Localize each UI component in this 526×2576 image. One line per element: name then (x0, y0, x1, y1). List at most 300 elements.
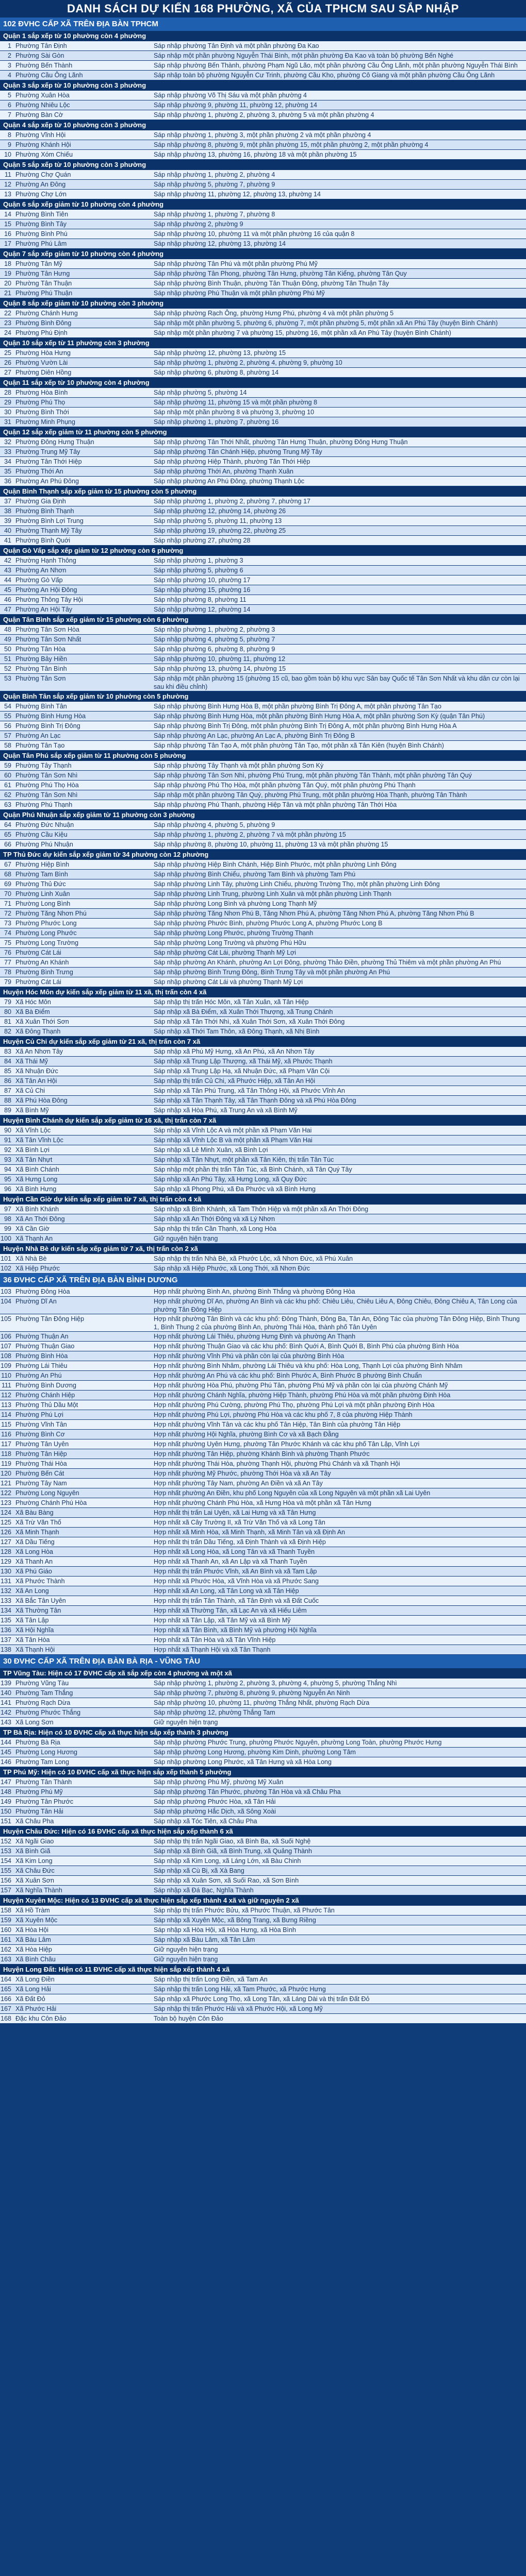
unit-name: Xã Bình Chánh (15, 1166, 59, 1173)
row-number: 133 (1, 1597, 11, 1604)
unit-name: Phường Đông Hòa (15, 1288, 70, 1295)
table-row (0, 437, 526, 447)
row-number: 16 (4, 230, 11, 238)
table-row (0, 1057, 526, 1066)
row-number: 100 (1, 1235, 11, 1242)
merge-description: Sáp nhập một phần phường Tân Quý, phường Phú Trung, một phần phường Hòa Thạnh, phường Tân Thành (154, 791, 467, 799)
row-number: 50 (4, 646, 11, 653)
unit-name: Phường Bình Lợi Trung (15, 517, 84, 524)
row-number: 71 (4, 900, 11, 907)
table-row (0, 1518, 526, 1528)
merge-description: Hợp nhất xã Thường Tân, xã Lạc An và xã Hiếu Liêm (154, 1607, 307, 1614)
merge-description: Sáp nhập phường Phú Thọ Hòa, một phần phường Tân Quý, một phần phường Phú Thạnh (154, 782, 416, 789)
table-row (0, 140, 526, 150)
row-number: 23 (4, 319, 11, 327)
row-number: 124 (1, 1509, 11, 1516)
merge-description: Sáp nhập xã Hòa Hội, xã Hòa Hưng, xã Hòa Bình (154, 1926, 296, 1934)
row-number: 166 (1, 1995, 11, 2003)
unit-name: Phường An Nhơn (15, 567, 67, 574)
row-number: 157 (1, 1887, 11, 1894)
table-row (0, 170, 526, 180)
row-number: 112 (1, 1392, 11, 1399)
merge-description: Sáp nhập xã Phước Long Thọ, xã Long Tân, xã Láng Dài và thị trấn Đất Đỏ (154, 1995, 370, 2003)
unit-name: Phường Vĩnh Tân (15, 1421, 67, 1428)
row-number: 41 (4, 537, 11, 544)
merge-description: Sáp nhập phường Phước Trung, phường Phước Nguyên, phường Long Toàn, phường Phước Hưng (154, 1739, 442, 1746)
row-number: 140 (1, 1689, 11, 1697)
table-row (0, 1846, 526, 1856)
unit-name: Xã Trừ Văn Thố (15, 1519, 61, 1526)
group-title: TP Bà Rịa: Hiện có 10 ĐVHC cấp xã thực hiện sắp xếp thành 3 phường (0, 1727, 526, 1738)
merge-description: Sáp nhập thị trấn Long Điền, xã Tam An (154, 1976, 268, 1983)
merge-description: Hợp nhất xã Tân Hòa và xã Tân Vĩnh Hiệp (154, 1636, 276, 1643)
table-row (0, 1635, 526, 1645)
merge-description: Sáp nhập phường Tân Tạo A, một phần phường Tân Tạo, một phần xã Tân Kiên (huyện Bình Chánh) (154, 742, 444, 749)
unit-name: Phường Bà Rịa (15, 1739, 60, 1746)
unit-name: Xã An Long (15, 1587, 49, 1595)
unit-name: Phường Tân Hiệp (15, 1450, 67, 1458)
table-row (0, 41, 526, 51)
row-number: 24 (4, 329, 11, 336)
group-title: Quận 3 sắp xếp từ 10 phường còn 3 phường (0, 80, 526, 91)
merge-description: Sáp nhập xã Tân Thạnh Tây, xã Tân Thạnh Đông và xã Phú Hòa Đông (154, 1097, 356, 1104)
row-number: 36 (4, 478, 11, 485)
table-row (0, 1066, 526, 1076)
unit-name: Xã Xuân Thới Sơn (15, 1018, 69, 1025)
table-row (0, 771, 526, 781)
row-number: 96 (4, 1185, 11, 1193)
unit-name: Phường Bình Cơ (15, 1431, 65, 1438)
unit-name: Phường Phú Mỹ (15, 1788, 63, 1795)
row-number: 29 (4, 399, 11, 406)
table-row (0, 1214, 526, 1224)
unit-name: Xã Đất Đỏ (15, 1995, 45, 2003)
unit-name: Phường An Lạc (15, 732, 61, 739)
merge-description: Sáp nhập phường 12, phường 13, phường 14 (154, 240, 286, 247)
table-row (0, 1126, 526, 1136)
unit-name: Xã Tân Hòa (15, 1636, 50, 1643)
table-row (0, 417, 526, 427)
unit-name: Phường Bình Phú (15, 230, 68, 238)
merge-description: Giữ nguyên hiện trạng (154, 1235, 218, 1242)
merge-description: Hợp nhất thị trấn Tân Thành, xã Tân Định và xã Đất Cuốc (154, 1597, 319, 1604)
table-row (0, 289, 526, 298)
merge-description: Hợp nhất phường Vĩnh Tân và các khu phố Tân Hiệp, Tân Bình của phường Tân Hiệp (154, 1421, 401, 1428)
table-row (0, 889, 526, 899)
group-title: Huyện Xuyên Mộc: Hiện có 13 ĐVHC cấp xã thực hiện sắp xếp thành 4 xã và giữ nguyên 2 xã (0, 1895, 526, 1906)
unit-name: Phường Tây Thạnh (15, 762, 72, 769)
table-row (0, 1985, 526, 1994)
table-row (0, 1297, 526, 1314)
merge-description: Sáp nhập phường 1, phường 2, phường 3, phường 4, phường 5, phường Thắng Nhì (154, 1680, 397, 1687)
unit-name: Phường Lái Thiêu (15, 1362, 68, 1369)
unit-name: Phường Bình Trị Đông (15, 722, 80, 730)
unit-name: Phường Long Trường (15, 939, 79, 946)
table-row (0, 721, 526, 731)
unit-name: Phường Dĩ An (15, 1298, 57, 1305)
table-row (0, 635, 526, 645)
row-number: 30 (4, 409, 11, 416)
row-number: 151 (1, 1818, 11, 1825)
merge-description: Hợp nhất phường Lái Thiêu, phường Hưng Định và phường An Thạnh (154, 1333, 356, 1340)
unit-name: Xã Bình Hưng (15, 1185, 57, 1193)
row-number: 156 (1, 1877, 11, 1884)
table-row (0, 860, 526, 870)
unit-name: Phường Trung Mỹ Tây (15, 448, 80, 455)
unit-name: Phường Phú Lợi (15, 1411, 63, 1418)
merge-description: Hợp nhất phường Tây Nam, phường An Điền và xã An Tây (154, 1480, 323, 1487)
merge-description: Sáp nhập xã Tóc Tiên, xã Châu Pha (154, 1818, 257, 1825)
merge-description: Sáp nhập phường 8, phường 10, phường 11, phường 13 và một phần phường 15 (154, 841, 388, 848)
table-row (0, 1807, 526, 1817)
merge-description: Sáp nhập một phần phường 8 và phường 3, phường 10 (154, 409, 315, 416)
unit-name: Phường Bình Tây (15, 221, 67, 228)
merge-description: Sáp nhập phường 4, phường 5, phường 9 (154, 821, 275, 828)
unit-name: Phường Phú Định (15, 329, 68, 336)
unit-name: Phường Hòa Hưng (15, 349, 71, 357)
merge-description: Hợp nhất phường An Phú và các khu phố: Bình Phước A, Bình Phước B phường Bình Chuẩn (154, 1372, 422, 1379)
row-number: 35 (4, 468, 11, 475)
table-row (0, 1586, 526, 1596)
table-row (0, 830, 526, 840)
merge-description: Sáp nhập xã Phong Phú, xã Đa Phước và xã Bình Hưng (154, 1185, 316, 1193)
group-title: Huyện Hóc Môn dự kiến sắp xếp giảm từ 11 xã, thị trấn còn 4 xã (0, 987, 526, 997)
unit-name: Phường Tân Phước (15, 1798, 74, 1805)
unit-name: Phường Tam Long (15, 1758, 69, 1766)
merge-description: Sáp nhập phường 12, phường Thắng Tam (154, 1709, 275, 1716)
section-title: 36 ĐVHC CẤP XÃ TRÊN ĐỊA BÀN BÌNH DƯƠNG (0, 1274, 526, 1287)
merge-description: Sáp nhập phường Tân Sơn Nhì, phường Phú Trung, một phần phường Tân Thành, một phần phường Tân Quý (154, 772, 472, 779)
table-row (0, 1371, 526, 1381)
unit-name: Xã Long Hòa (15, 1548, 53, 1555)
page-title: DANH SÁCH DỰ KIẾN 168 PHƯỜNG, XÃ CỦA TPHCM SAU SẮP NHẬP (0, 0, 526, 18)
table-row (0, 1106, 526, 1115)
row-number: 52 (4, 665, 11, 672)
row-number: 63 (4, 801, 11, 808)
row-number: 111 (1, 1382, 11, 1389)
row-number: 11 (5, 171, 11, 178)
group-title: Huyện Cần Giờ dự kiến sắp xếp giảm từ 7 xã, thị trấn còn 4 xã (0, 1194, 526, 1205)
row-number: 165 (1, 1986, 11, 1993)
unit-name: Xã Bàu Bàng (15, 1509, 54, 1516)
unit-name: Phường Tân Bình (15, 665, 67, 672)
merge-description: Hợp nhất phường Hội Nghĩa, phường Bình Cơ và xã Bạch Đằng (154, 1431, 339, 1438)
row-number: 103 (1, 1288, 11, 1295)
merge-description: Sáp nhập phường Bình Trưng Đông, Bình Trưng Tây và một phần phường An Phú (154, 969, 390, 976)
row-number: 149 (1, 1798, 11, 1805)
unit-name: Phường Tân Thuận (15, 280, 72, 287)
unit-name: Xã Ngãi Giao (15, 1838, 54, 1845)
unit-name: Phường Bình Thạnh (15, 507, 74, 515)
group-title: Huyện Châu Đức: Hiện có 16 ĐVHC cấp xã thực hiện sắp xếp thành 6 xã (0, 1826, 526, 1837)
unit-name: Phường Tân Định (15, 42, 67, 49)
merge-description: Sáp nhập thị trấn Củ Chi, xã Phước Hiệp, xã Tân An Hội (154, 1077, 316, 1084)
table-row (0, 190, 526, 199)
table-row (0, 328, 526, 338)
merge-description: Sáp nhập xã An Thới Đông và xã Lý Nhơn (154, 1215, 275, 1223)
group-title: Quận Bình Tân sắp xếp giảm từ 10 phường còn 5 phường (0, 691, 526, 702)
merge-description: Sáp nhập phường 5, phường 14 (154, 389, 247, 396)
table-row (0, 1096, 526, 1106)
merge-description: Sáp nhập phường Tân Phong, phường Tân Hưng, phường Tân Kiểng, phường Tân Quy (154, 270, 407, 277)
row-number: 56 (4, 722, 11, 730)
table-row (0, 1837, 526, 1846)
row-number: 18 (4, 260, 11, 267)
merge-description: Sáp nhập phường Bình Thuận, phường Tân Thuận Đông, phường Tân Thuận Tây (154, 280, 389, 287)
row-number: 155 (1, 1867, 11, 1874)
table-row (0, 909, 526, 919)
table-row (0, 1136, 526, 1145)
table-row (0, 1748, 526, 1757)
table-row (0, 318, 526, 328)
unit-name: Xã Bắc Tân Uyên (15, 1597, 66, 1604)
row-number: 116 (1, 1431, 11, 1438)
row-number: 114 (1, 1411, 11, 1418)
table-row (0, 130, 526, 140)
table-row (0, 477, 526, 486)
merge-description: Sáp nhập xã Cù Bị, xã Xà Bang (154, 1867, 244, 1874)
row-number: 73 (4, 920, 11, 927)
unit-name: Phường Phú Lâm (15, 240, 67, 247)
row-number: 97 (4, 1206, 11, 1213)
table-row (0, 1945, 526, 1955)
unit-name: Phường Tam Thắng (15, 1689, 73, 1697)
merge-description: Sáp nhập thị trấn Hóc Môn, xã Tân Xuân, xã Tân Hiệp (154, 998, 309, 1006)
table-row (0, 585, 526, 595)
row-number: 126 (1, 1529, 11, 1536)
merge-description: Sáp nhập phường 13, phường 14, phường 15 (154, 665, 286, 672)
row-number: 131 (1, 1578, 11, 1585)
row-number: 70 (4, 890, 11, 897)
unit-name: Phường Tân Thành (15, 1778, 72, 1786)
unit-name: Phường Phú Thọ Hòa (15, 782, 79, 789)
unit-name: Phường Tân Hải (15, 1808, 63, 1815)
table-row (0, 259, 526, 269)
merge-description: Sáp nhập xã Hiệp Phước, xã Long Thới, xã Nhơn Đức (154, 1265, 310, 1272)
merge-description: Hợp nhất phường Chánh Nghĩa, phường Hiệp Thành, phường Phú Hòa và một phần phường Định Hòa (154, 1392, 451, 1399)
row-number: 10 (4, 151, 11, 158)
merge-description: Sáp nhập phường 2, phường 9 (154, 221, 243, 228)
row-number: 167 (1, 2005, 11, 2012)
table-row (0, 654, 526, 664)
table-row (0, 664, 526, 674)
unit-name: Phường Tân Sơn Hòa (15, 626, 79, 633)
table-row (0, 1391, 526, 1400)
row-number: 61 (4, 782, 11, 789)
table-row (0, 1224, 526, 1234)
table-row (0, 595, 526, 605)
group-title: Huyện Bình Chánh dự kiến sắp xếp giảm từ 16 xã, thị trấn còn 7 xã (0, 1115, 526, 1126)
table-row (0, 800, 526, 810)
row-number: 77 (4, 959, 11, 966)
row-number: 28 (4, 389, 11, 396)
row-number: 32 (4, 438, 11, 446)
merge-description: Sáp nhập một phần phường 15 (phường 15 cũ, bao gồm toàn bộ khu vực Sân bay Quốc tế Tân Sơn Nhất và khu dân cư còn lại sau khi điều chỉnh) (154, 675, 520, 690)
merge-description: Hợp nhất phường Bình Nhâm, phường Lái Thiêu và khu phố: Hòa Long, Thạnh Lợi của phường Bình Nhâm (154, 1362, 463, 1369)
row-number: 60 (4, 772, 11, 779)
table-row (0, 625, 526, 635)
merge-description: Toàn bộ huyện Côn Đảo (154, 2015, 223, 2022)
row-number: 137 (1, 1636, 11, 1643)
merge-description: Giữ nguyên hiện trạng (154, 1719, 218, 1726)
table-row (0, 919, 526, 928)
table-row (0, 1420, 526, 1430)
table-row (0, 1817, 526, 1826)
unit-name: Xã Hóc Môn (15, 998, 51, 1006)
merge-description: Sáp nhập xã Tân Thới Nhì, xã Xuân Thới Sơn, xã Xuân Thới Đông (154, 1018, 345, 1025)
merge-description: Sáp nhập xã Tân Nhựt, một phần xã Tân Kiên, thị trấn Tân Túc (154, 1156, 334, 1163)
row-number: 38 (4, 507, 11, 515)
unit-name: Xã Thanh An (15, 1558, 53, 1565)
section-title: 30 ĐVHC CẤP XÃ TRÊN ĐỊA BÀN BÀ RỊA - VŨNG TÀU (0, 1655, 526, 1668)
table-row (0, 358, 526, 368)
merge-description: Sáp nhập phường 12, phường 13, phường 15 (154, 349, 286, 357)
unit-name: Phường Diên Hồng (15, 369, 72, 376)
table-row (0, 180, 526, 190)
unit-name: Phường Đức Nhuận (15, 821, 74, 828)
unit-name: Xã Long Sơn (15, 1719, 54, 1726)
row-number: 1 (8, 42, 11, 49)
unit-name: Phường Cầu Kiệu (15, 831, 68, 838)
table-row (0, 1528, 526, 1537)
unit-name: Xã Châu Pha (15, 1818, 54, 1825)
merge-description: Sáp nhập phường Bình Trị Đông, một phần phường Bình Trị Đông A, một phần phường Bình Hưng Hòa A (154, 722, 457, 730)
merge-description: Hợp nhất xã Thạnh Hội và xã Tân Thạnh (154, 1646, 271, 1653)
unit-name: Phường Phước Thắng (15, 1709, 81, 1716)
row-number: 33 (4, 448, 11, 455)
unit-name: Xã An Nhơn Tây (15, 1048, 63, 1055)
table-row (0, 1459, 526, 1469)
table-row (0, 997, 526, 1007)
table-row (0, 575, 526, 585)
unit-name: Xã Kim Long (15, 1857, 53, 1865)
row-number: 8 (8, 131, 11, 139)
unit-name: Phường Khánh Hội (15, 141, 71, 148)
merge-description: Hợp nhất xã Thanh An, xã An Lập và xã Thanh Tuyền (154, 1558, 307, 1565)
row-number: 98 (4, 1215, 11, 1223)
row-number: 141 (1, 1699, 11, 1706)
table-row (0, 1906, 526, 1916)
row-number: 130 (1, 1568, 11, 1575)
row-number: 84 (4, 1058, 11, 1065)
unit-name: Phường An Hội Đông (15, 586, 77, 594)
merge-description: Sáp nhập xã Bà Điểm, xã Xuân Thới Thượng, xã Trung Chánh (154, 1008, 333, 1015)
table-row (0, 1718, 526, 1727)
unit-name: Phường Chánh Hiệp (15, 1392, 75, 1399)
table-row (0, 1400, 526, 1410)
row-number: 4 (8, 72, 11, 79)
table-row (0, 110, 526, 120)
unit-name: Xã Nhà Bè (15, 1255, 47, 1262)
unit-name: Phường Thới An (15, 468, 63, 475)
table-row (0, 348, 526, 358)
merge-description: Sáp nhập phường Phước Bình, phường Phước Long A, phường Phước Long B (154, 920, 383, 927)
merge-description: Sáp nhập phường 15, phường 16 (154, 586, 251, 594)
table-row (0, 1698, 526, 1708)
unit-name: Phường Long Nguyên (15, 1489, 79, 1497)
row-number: 83 (4, 1048, 11, 1055)
group-title: TP Vũng Tàu: Hiện có 17 ĐVHC cấp xã sắp xếp còn 4 phường và một xã (0, 1668, 526, 1679)
merge-description: Sáp nhập một phần thị trấn Tân Túc, xã Bình Chánh, xã Tân Quý Tây (154, 1166, 352, 1173)
row-number: 48 (4, 626, 11, 633)
table-row (0, 1381, 526, 1391)
unit-name: Phường Bến Thành (15, 62, 73, 69)
unit-name: Phường Phú Thọ (15, 399, 65, 406)
merge-description: Sáp nhập phường 5, phường 7, phường 9 (154, 181, 275, 188)
group-title: Huyện Long Đất: Hiện có 11 ĐVHC cấp xã thực hiện sắp xếp thành 4 xã (0, 1964, 526, 1975)
merge-description: Sáp nhập xã An Phú Tây, xã Hưng Long, xã Quy Đức (154, 1176, 307, 1183)
group-title: Quận Phú Nhuận sắp xếp giảm từ 11 phường còn 3 phường (0, 810, 526, 820)
table-row (0, 870, 526, 879)
table-row (0, 731, 526, 741)
row-number: 120 (1, 1470, 11, 1477)
unit-name: Phường Vĩnh Hội (15, 131, 66, 139)
merge-description: Hợp nhất phường Thuận Giao và các khu phố: Bình Quới A, Bình Quới B, Bình Phú của phường Bình Hòa (154, 1343, 459, 1350)
merge-description: Hợp nhất phường Dĩ An, phường An Bình và các khu phố: Chiêu Liêu, Chiêu Liêu A, Đông Chiêu, Đông Chiêu A, Tân Long của phường Tân Đông Hiệp (154, 1298, 517, 1313)
table-row (0, 790, 526, 800)
unit-name: Xã Minh Thạnh (15, 1529, 59, 1536)
merge-description: Sáp nhập phường Tây Thạnh và một phần phường Sơn Kỳ (154, 762, 324, 769)
merge-description: Sáp nhập phường Cát Lái, phường Thạnh Mỹ Lợi (154, 949, 296, 956)
unit-name: Phường Long Hương (15, 1749, 78, 1756)
merge-description: Sáp nhập phường 1, phường 3 (154, 557, 243, 564)
merge-description: Sáp nhập phường 1, phường 2, phường 4, phường 9, phường 10 (154, 359, 342, 366)
table-row (0, 1866, 526, 1876)
unit-name: Xã Dầu Tiếng (15, 1538, 55, 1546)
merge-description: Sáp nhập phường Rạch Ông, phường Hưng Phú, phường 4 và một phần phường 5 (154, 310, 394, 317)
table-row (0, 1688, 526, 1698)
table-row (0, 398, 526, 408)
merge-description: Sáp nhập phường Phú Mỹ, phường Mỹ Xuân (154, 1778, 284, 1786)
row-number: 102 (1, 1265, 11, 1272)
table-row (0, 91, 526, 100)
merge-description: Sáp nhập phường 1, phường 2, phường 7 và một phần phường 15 (154, 831, 346, 838)
merge-description: Sáp nhập xã Phú Mỹ Hưng, xã An Phú, xã An Nhơn Tây (154, 1048, 315, 1055)
table-row (0, 1047, 526, 1057)
merge-description: Sáp nhập phường 6, phường 8, phường 14 (154, 369, 279, 376)
row-number: 64 (4, 821, 11, 828)
merge-description: Hợp nhất phường Mỹ Phước, phường Thới Hòa và xã An Tây (154, 1470, 331, 1477)
table-row (0, 1264, 526, 1274)
table-row (0, 1777, 526, 1787)
merge-description: Sáp nhập phường Tân Phú và một phần phường Phú Mỹ (154, 260, 318, 267)
merge-description: Sáp nhập phường 7, phường 8, phường 9, phường Nguyễn An Ninh (154, 1689, 350, 1697)
unit-name: Phường Chánh Hưng (15, 310, 78, 317)
group-title: Huyện Củ Chi dự kiến sắp xếp giảm từ 21 xã, thị trấn còn 7 xã (0, 1037, 526, 1047)
unit-name: Phường Xóm Chiếu (15, 151, 73, 158)
merge-description: Sáp nhập xã Vĩnh Lộc A và một phần xã Phạm Văn Hai (154, 1127, 312, 1134)
table-row (0, 1165, 526, 1175)
unit-name: Phường Hiệp Bình (15, 861, 70, 868)
row-number: 31 (4, 418, 11, 426)
row-number: 44 (4, 577, 11, 584)
merge-description: Sáp nhập phường 1, phường 3, một phần phường 2 và một phần phường 4 (154, 131, 371, 139)
row-number: 79 (4, 998, 11, 1006)
merge-description: Hợp nhất phường Uyên Hưng, phường Tân Phước Khánh và các khu phố Tân Lập, Vĩnh Lợi (154, 1440, 420, 1448)
row-number: 6 (8, 101, 11, 109)
unit-name: Phường Tân Đông Hiệp (15, 1315, 85, 1323)
unit-name: Phường Phú Thuận (15, 290, 73, 297)
merge-description: Sáp nhập phường Linh Tây, phường Linh Chiểu, phường Trường Thọ, một phần phường Linh Đông (154, 880, 440, 888)
unit-name: Phường Chợ Quán (15, 171, 71, 178)
table-row (0, 1935, 526, 1945)
table-row (0, 1287, 526, 1297)
group-title: Quận 1 sắp xếp từ 10 phường còn 4 phường (0, 31, 526, 41)
unit-name: Phường Tân Hòa (15, 646, 65, 653)
unit-name: Phường Bình Tân (15, 703, 67, 710)
unit-name: Phường Bình Quới (15, 537, 71, 544)
unit-name: Phường Thuận Giao (15, 1343, 75, 1350)
